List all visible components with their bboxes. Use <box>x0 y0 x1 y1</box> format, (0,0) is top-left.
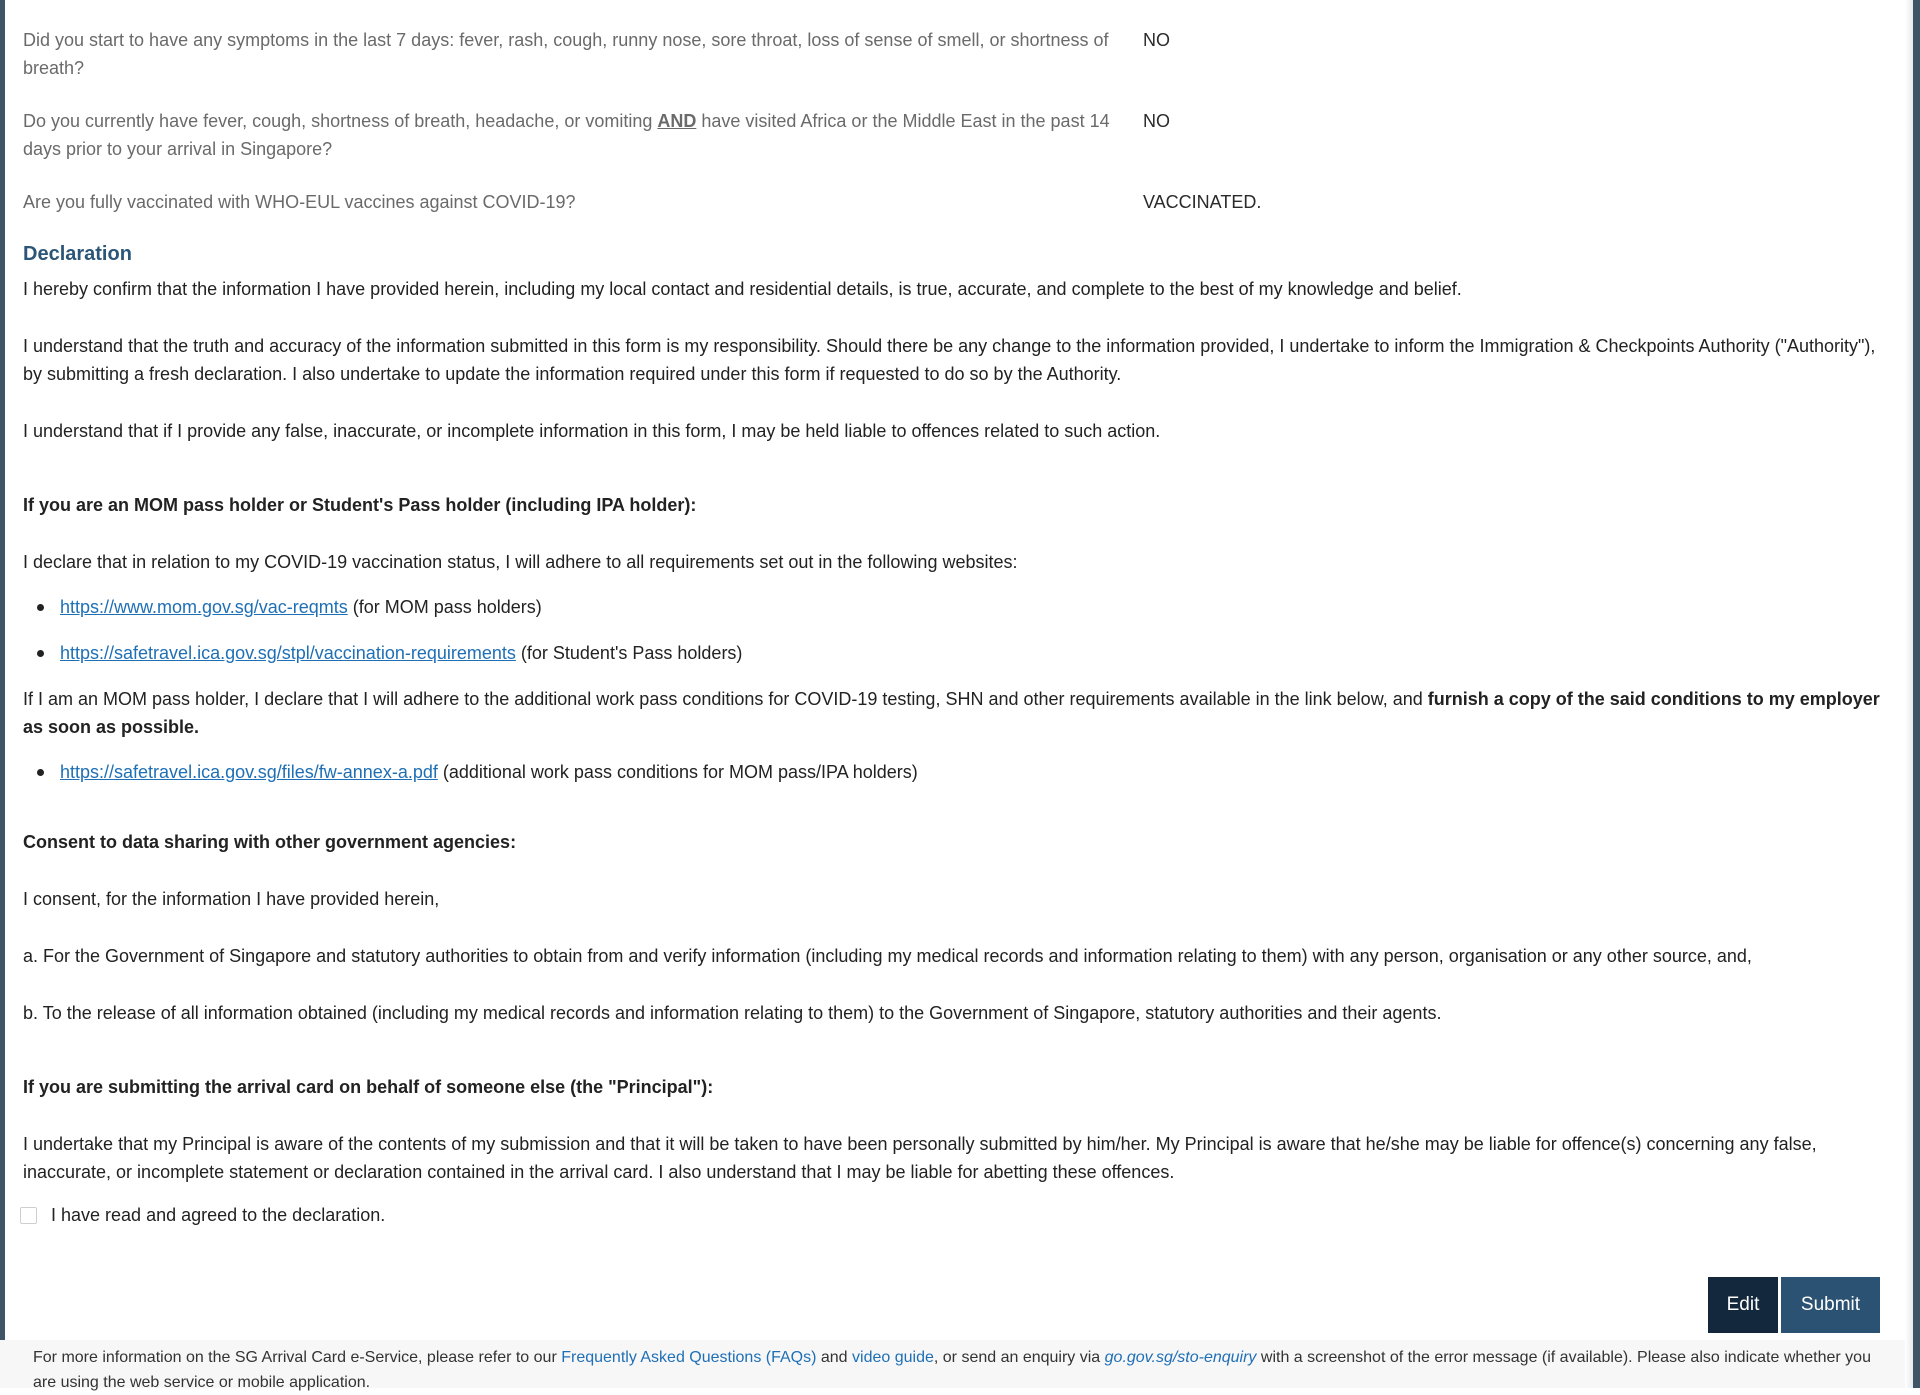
principal-text: I undertake that my Principal is aware of the contents of my submission and that it will be taken to have been personally submitted by him/her. My Principal is aware that he/she may be liable for offence(s) concerning any false, inaccurate, or incomplete statement or declaration contained in the arrival card. I also understand that I may be liable for abetting these offences. <box>23 1134 1817 1182</box>
agree-checkbox-row[interactable] <box>23 1201 1893 1229</box>
answer-text: VACCINATED. <box>1143 192 1262 212</box>
declaration-paragraph: I understand that if I provide any false, inaccurate, or incomplete information in this form, I may be held liable to offences related to such action. <box>23 421 1161 441</box>
submit-button[interactable]: Submit <box>1781 1277 1880 1333</box>
agree-checkbox-label[interactable]: I have read and agreed to the declaration. <box>51 1205 386 1225</box>
mom-intro: I declare that in relation to my COVID-19 vaccination status, I will adhere to all requirements set out in the following websites: <box>23 552 1018 572</box>
bullet-icon <box>37 604 44 611</box>
consent-heading: Consent to data sharing with other government agencies: <box>23 832 517 852</box>
question-emphasis: AND <box>657 111 697 131</box>
enquiry-link[interactable]: go.gov.sg/sto-enquiry <box>1104 1349 1257 1366</box>
footer <box>0 1340 1905 1391</box>
scroll-shadow <box>1905 0 1913 1388</box>
video-guide-link[interactable]: video guide <box>852 1349 934 1366</box>
footer-text-part: , or send an enquiry via <box>933 1349 1105 1366</box>
declaration-paragraph: I understand that the truth and accuracy of the information submitted in this form is my responsibility. Should there be any change to the information provided, I undertake to inform the Immigration & Checkpoints Authority ("Authority"), by submitting a fresh declaration. I also undertake to update the information required under this form if requested to do so by the Authority. <box>23 336 1876 384</box>
right-border <box>1913 0 1920 1388</box>
list-item <box>37 639 1893 667</box>
mom-vac-reqmts-link[interactable]: https://www.mom.gov.sg/vac-reqmts <box>60 597 348 617</box>
principal-heading: If you are submitting the arrival card on behalf of someone else (the "Principal"): <box>23 1077 714 1097</box>
work-pass-bold-text: furnish a copy of the said conditions to my employer as soon as possible. <box>23 689 1880 737</box>
footer-text-part: with a screenshot of the error message (if available). Please also indicate whether you are using the web service or mobile application. <box>33 1349 1871 1391</box>
declaration-paragraph: I hereby confirm that the information I have provided herein, including my local contact and residential details, is true, accurate, and complete to the best of my knowledge and belief. <box>23 279 1462 299</box>
left-border <box>0 0 5 1388</box>
bullet-icon <box>37 769 44 776</box>
consent-item-a: a. For the Government of Singapore and statutory authorities to obtain from and verify information (including my medical records and information relating to them) with any person, organisation or any other source, and, <box>23 946 1752 966</box>
question-text-part: have visited Africa or the Middle East in the past 14 days prior to your arrival in Singapore? <box>23 111 1110 159</box>
link-note: (for MOM pass holders) <box>347 597 542 617</box>
qa-row-symptoms <box>23 26 1893 82</box>
question-text <box>23 107 1113 163</box>
question-text-part: Do you currently have fever, cough, shortness of breath, headache, or vomiting <box>23 111 658 131</box>
link-note: (additional work pass conditions for MOM pass/IPA holders) <box>437 762 918 782</box>
main-content <box>23 0 1893 1229</box>
agree-checkbox[interactable] <box>20 1207 37 1224</box>
work-pass-declaration <box>23 685 1893 741</box>
list-item <box>37 593 1893 621</box>
fw-annex-link[interactable]: https://safetravel.ica.gov.sg/files/fw-annex-a.pdf <box>60 762 438 782</box>
qa-row-travel-history <box>23 107 1893 163</box>
question-text: Are you fully vaccinated with WHO-EUL vaccines against COVID-19? <box>23 192 576 212</box>
footer-text-part: and <box>816 1349 853 1366</box>
consent-item-b: b. To the release of all information obtained (including my medical records and information relating to them) to the Government of Singapore, statutory authorities and their agents. <box>23 1003 1442 1023</box>
consent-intro: I consent, for the information I have provided herein, <box>23 889 440 909</box>
bullet-icon <box>37 650 44 657</box>
faq-link[interactable]: Frequently Asked Questions (FAQs) <box>561 1349 817 1366</box>
answer-text: NO <box>1143 30 1170 50</box>
qa-row-vaccination <box>23 188 1893 216</box>
list-item <box>37 758 1893 786</box>
work-pass-text: If I am an MOM pass holder, I declare that I will adhere to the additional work pass conditions for COVID-19 testing, SHN and other requirements available in the link below, and <box>23 689 1428 709</box>
footer-text-part: For more information on the SG Arrival Card e-Service, please refer to our <box>33 1349 562 1366</box>
declaration-title: Declaration <box>23 243 132 265</box>
mom-section-heading: If you are an MOM pass holder or Student's Pass holder (including IPA holder): <box>23 495 697 515</box>
answer-text: NO <box>1143 111 1170 131</box>
link-note: (for Student's Pass holders) <box>515 643 743 663</box>
student-pass-vaccination-link[interactable]: https://safetravel.ica.gov.sg/stpl/vaccination-requirements <box>60 643 516 663</box>
edit-button[interactable]: Edit <box>1708 1277 1778 1333</box>
question-text: Did you start to have any symptoms in the last 7 days: fever, rash, cough, runny nose, sore throat, loss of sense of smell, or shortness of breath? <box>23 30 1109 78</box>
